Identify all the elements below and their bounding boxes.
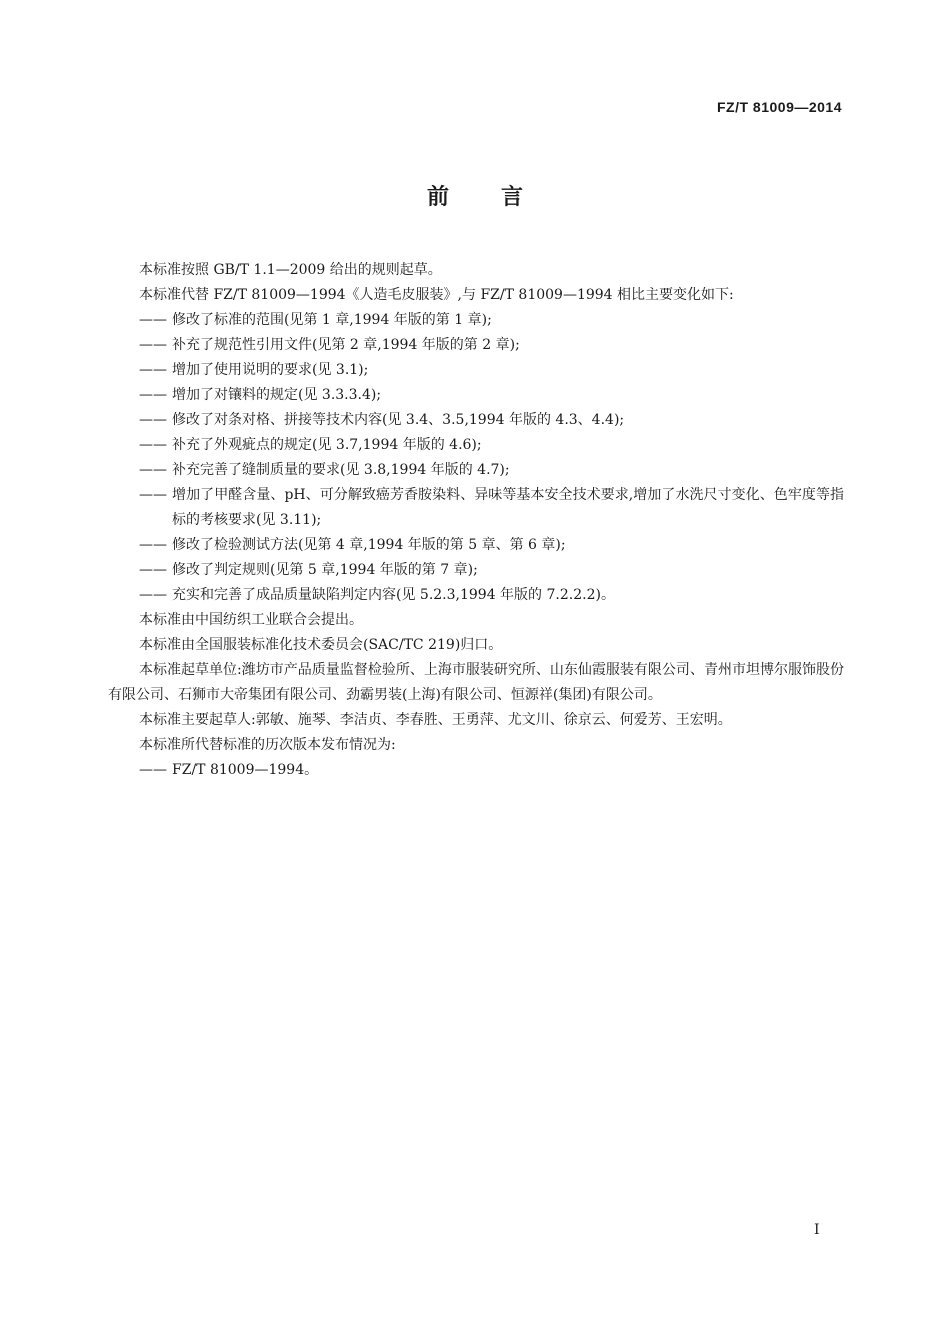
dash-marker: —— — [139, 537, 167, 553]
paragraph: 本标准由全国服装标准化技术委员会(SAC/TC 219)归口。 — [139, 637, 503, 653]
dash-marker: —— — [139, 312, 167, 328]
standard-number: FZ/T 81009—2014 — [716, 99, 842, 115]
dash-marker: —— — [139, 337, 167, 353]
change-item — [108, 358, 844, 383]
paragraph: 本标准主要起草人:郭敏、施琴、李洁贞、李春胜、王勇萍、尤文川、徐京云、何爱芳、王宏明。 — [139, 712, 732, 728]
dash-marker: —— — [139, 562, 167, 578]
change-item-text: 增加了甲醛含量、pH、可分解致癌芳香胺染料、异味等基本安全技术要求,增加了水洗尺寸变化、色牢度等指标的考核要求(见 3.11); — [172, 487, 844, 528]
change-item — [108, 408, 844, 433]
change-item — [108, 483, 844, 533]
dash-marker: —— — [139, 362, 167, 378]
change-item-text: 充实和完善了成品质量缺陷判定内容(见 5.2.3,1994 年版的 7.2.2.2)。 — [172, 587, 615, 603]
change-item-text: 补充完善了缝制质量的要求(见 3.8,1994 年版的 4.7); — [172, 462, 510, 478]
dash-marker: —— — [139, 387, 167, 403]
paragraph: 本标准代替 FZ/T 81009—1994《人造毛皮服装》,与 FZ/T 81009—1994 相比主要变化如下: — [139, 287, 734, 303]
foreword-body — [108, 258, 844, 783]
change-item — [108, 583, 844, 608]
history-item-text: FZ/T 81009—1994。 — [172, 762, 319, 778]
change-item — [108, 383, 844, 408]
change-item-text: 补充了规范性引用文件(见第 2 章,1994 年版的第 2 章); — [172, 337, 520, 353]
change-item-text: 修改了判定规则(见第 5 章,1994 年版的第 7 章); — [172, 562, 478, 578]
change-item-text: 修改了标准的范围(见第 1 章,1994 年版的第 1 章); — [172, 312, 492, 328]
history-item — [108, 758, 844, 783]
paragraph: 本标准所代替标准的历次版本发布情况为: — [139, 737, 396, 753]
page-number: I — [814, 1222, 820, 1238]
change-item — [108, 433, 844, 458]
paragraph: 本标准起草单位:潍坊市产品质量监督检验所、上海市服装研究所、山东仙霞服装有限公司、青州市坦博尔服饰股份有限公司、石狮市大帝集团有限公司、劲霸男装(上海)有限公司、恒源祥(集团)有限公司。 — [108, 662, 844, 703]
dash-marker: —— — [139, 412, 167, 428]
change-item — [108, 458, 844, 483]
change-item-text: 修改了检验测试方法(见第 4 章,1994 年版的第 5 章、第 6 章); — [172, 537, 566, 553]
dash-marker: —— — [139, 587, 167, 603]
change-item — [108, 533, 844, 558]
change-item — [108, 333, 844, 358]
dash-marker: —— — [139, 462, 167, 478]
change-item-text: 修改了对条对格、拼接等技术内容(见 3.4、3.5,1994 年版的 4.3、4.4); — [172, 412, 625, 428]
change-item — [108, 558, 844, 583]
dash-marker: —— — [139, 762, 167, 778]
paragraph: 本标准按照 GB/T 1.1—2009 给出的规则起草。 — [139, 262, 442, 278]
dash-marker: —— — [139, 437, 167, 453]
change-item-text: 增加了对镶料的规定(见 3.3.3.4); — [172, 387, 382, 403]
change-item-text: 增加了使用说明的要求(见 3.1); — [172, 362, 369, 378]
change-item-text: 补充了外观疵点的规定(见 3.7,1994 年版的 4.6); — [172, 437, 482, 453]
paragraph: 本标准由中国纺织工业联合会提出。 — [139, 612, 363, 628]
page-title: 前言 — [426, 185, 575, 210]
dash-marker: —— — [139, 487, 167, 503]
change-item — [108, 308, 844, 333]
